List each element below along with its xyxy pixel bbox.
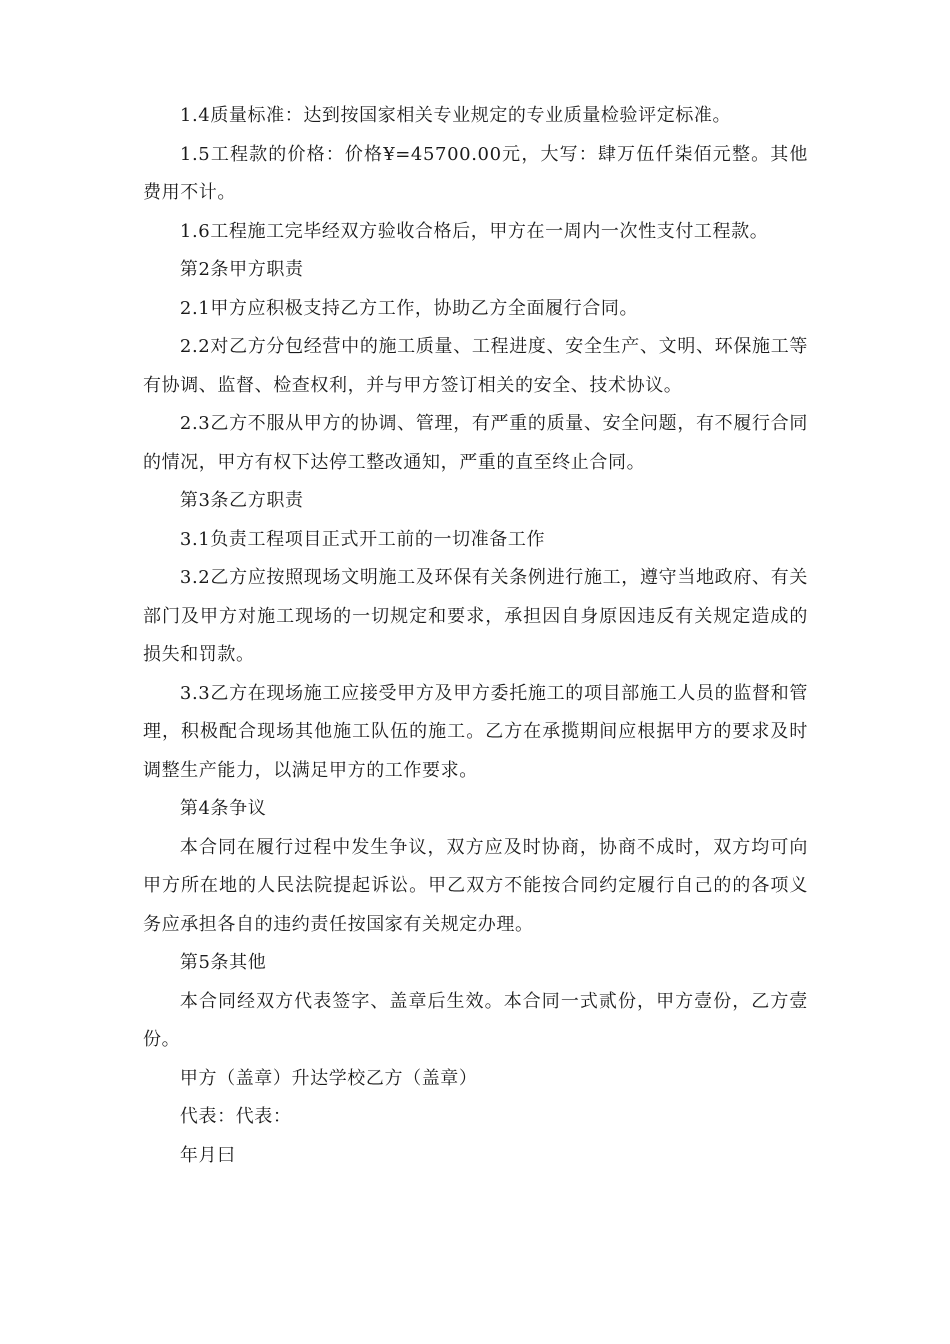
signature-parties: 甲方（盖章）升达学校乙方（盖章） [179,1067,478,1089]
article-5-heading: 第5条其他 [179,952,267,973]
clause-3-3: 3.3乙方在现场施工应接受甲方及甲方委托施工的项目部施工人员的监督和管理，积极配合现场其他施工队伍的施工。乙方在承揽期间应根据甲方的要求及时调整生产能力，以满足甲方的工作要求。 [143,682,808,781]
clause-1-4-quality-standard: 1.4质量标准：达到按国家相关专业规定的专业质量检验评定标准。 [179,105,732,126]
article-3-heading: 第3条乙方职责 [179,490,304,511]
clause-2-3: 2.3乙方不服从甲方的协调、管理，有严重的质量、安全问题，有不履行合同的情况，甲方有权下达停工整改通知，严重的直至终止合同。 [143,413,808,473]
clause-5-other: 本合同经双方代表签字、盖章后生效。本合同一式贰份，甲方壹份，乙方壹份。 [143,990,808,1050]
clause-3-1: 3.1负责工程项目正式开工前的一切准备工作 [179,528,546,550]
signature-representatives: 代表：代表： [179,1106,292,1127]
clause-1-5-price: 1.5工程款的价格：价格¥=45700.00元，大写：肆万伍仟柒佰元整。其他费用不计。 [143,143,808,203]
article-2-heading: 第2条甲方职责 [179,259,304,280]
clause-3-2: 3.2乙方应按照现场文明施工及环保有关条例进行施工，遵守当地政府、有关部门及甲方对施工现场的一切规定和要求，承担因自身原因违反有关规定造成的损失和罚款。 [143,567,808,665]
article-4-heading: 第4条争议 [179,798,267,819]
document-body [143,97,808,1175]
clause-2-1: 2.1甲方应积极支持乙方工作，协助乙方全面履行合同。 [179,297,639,319]
clause-4-dispute: 本合同在履行过程中发生争议，双方应及时协商，协商不成时，双方均可向甲方所在地的人民法院提起诉讼。甲乙双方不能按合同约定履行自己的的各项义务应承担各自的违约责任按国家有关规定办理。 [143,836,808,935]
clause-1-6-payment: 1.6工程施工完毕经双方验收合格后，甲方在一周内一次性支付工程款。 [179,220,769,242]
clause-2-2: 2.2对乙方分包经营中的施工质量、工程进度、安全生产、文明、环保施工等有协调、监督、检查权利，并与甲方签订相关的安全、技术协议。 [143,336,808,396]
signature-date: 年月曰 [179,1144,236,1166]
